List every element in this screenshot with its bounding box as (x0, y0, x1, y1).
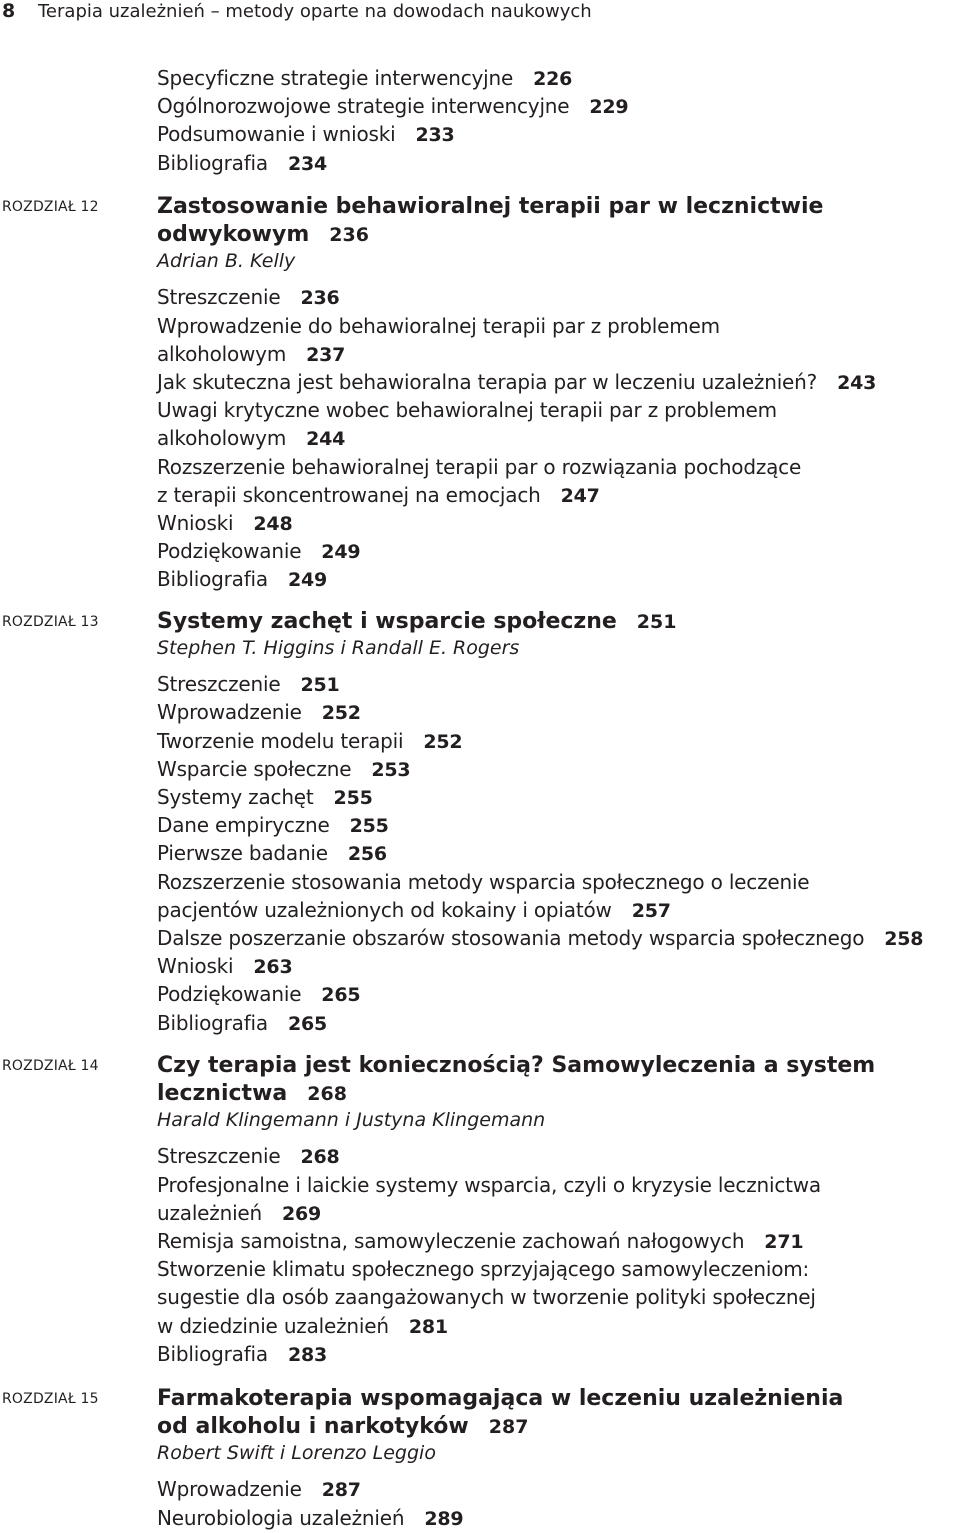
toc-entry-page: 283 (287, 1343, 328, 1366)
toc-entry-line (157, 92, 628, 121)
toc-entry-page: 289 (424, 1507, 464, 1530)
toc-entry-text: z terapii skoncentrowanej na emocjach (157, 482, 541, 507)
chapter-title (157, 1385, 843, 1413)
toc-entry-text: Streszczenie (157, 1144, 281, 1169)
toc-entry-text: Bibliografia (157, 1341, 268, 1366)
chapter-title (157, 221, 369, 249)
toc-entry-text: Podsumowanie i wnioski (157, 122, 396, 147)
toc-entry-text: Ogólnorozwojowe strategie interwencyjne (157, 94, 570, 119)
toc-entry-line (157, 839, 387, 868)
chapter-title-page: 251 (636, 611, 677, 633)
toc-entry-page: 263 (253, 956, 293, 979)
chapter-title-page: 268 (307, 1083, 347, 1106)
toc-entry-line (157, 698, 361, 727)
chapter-title-text: odwykowym (157, 222, 310, 248)
toc-entry-text: pacjentów uzależnionych od kokainy i opiatów (157, 897, 612, 922)
toc-entry-line (157, 312, 720, 340)
toc-entry-text: Wnioski (157, 511, 234, 535)
toc-entry-line (157, 811, 389, 840)
toc-entry-page: 255 (349, 815, 389, 838)
toc-entry-text: Systemy zachęt (157, 785, 314, 809)
toc-entry-text: Bibliografia (157, 1010, 268, 1035)
chapter-title-text: Zastosowanie behawioralnej terapii par w lecznictwie (157, 194, 824, 219)
toc-entry-line (157, 64, 572, 93)
toc-entry-text: Podziękowanie (157, 539, 302, 564)
toc-entry-line (157, 980, 360, 1009)
toc-entry-page: 258 (884, 928, 924, 950)
toc-entry-text: w dziedzinie uzależnień (157, 1313, 389, 1338)
toc-entry-text: Rozszerzenie stosowania metody wsparcia społecznego o leczenie (157, 869, 810, 894)
chapter-title-text: Czy terapia jest koniecznością? Samowyleczenia a system (157, 1053, 876, 1078)
toc-entry-line (157, 120, 455, 149)
toc-entry-text: Wprowadzenie (157, 1477, 302, 1502)
toc-entry-page: 229 (589, 96, 629, 119)
toc-entry-line (157, 396, 777, 424)
toc-entry-line (157, 1227, 803, 1256)
toc-entry-line (157, 868, 809, 896)
chapter-title (157, 1080, 347, 1108)
chapter-title-text: lecznictwa (157, 1081, 288, 1107)
toc-entry-page: 265 (287, 1012, 328, 1035)
toc-entry-line (157, 924, 923, 953)
toc-entry-page: 253 (371, 758, 411, 781)
toc-entry-page: 226 (533, 68, 573, 90)
toc-entry-text: Rozszerzenie behawioralnej terapii par o rozwiązania pochodzące (157, 454, 802, 479)
toc-entry-text: Streszczenie (157, 285, 281, 310)
toc-entry-page: 256 (347, 843, 387, 866)
toc-entry-text: alkoholowym (157, 341, 287, 366)
toc-entry-line (157, 537, 360, 566)
toc-entry-line (157, 1199, 321, 1228)
toc-entry-line (157, 565, 327, 594)
toc-entry-page: 287 (321, 1479, 361, 1502)
toc-entry-line (157, 509, 292, 538)
chapter-title (157, 1413, 528, 1441)
toc-entry-page: 249 (321, 541, 361, 564)
chapter-author: Harald Klingemann i Justyna Klingemann (157, 1109, 546, 1132)
toc-entry-text: Wprowadzenie do behawioralnej terapii par z problemem (157, 313, 720, 338)
chapter-label: ROZDZIAŁ 15 (2, 1391, 99, 1407)
toc-entry-page: 248 (253, 513, 293, 535)
chapter-title-text: Farmakoterapia wspomagająca w leczeniu uzależnienia (157, 1386, 844, 1411)
toc-entry-text: Uwagi krytyczne wobec behawioralnej terapii par z problemem (157, 398, 777, 423)
page-header (0, 0, 592, 26)
toc-entry-line (157, 481, 600, 510)
toc-entry-page: 252 (321, 702, 361, 725)
chapter-title (157, 1052, 875, 1080)
toc-entry-line (157, 896, 671, 925)
toc-entry-line (157, 1255, 809, 1283)
toc-entry-line (157, 149, 327, 178)
chapter-label: ROZDZIAŁ 13 (2, 614, 99, 630)
toc-entry-line (157, 1009, 327, 1038)
toc-entry-text: sugestie dla osób zaangażowanych w tworzenie polityki społecznej (157, 1285, 816, 1310)
chapter-author: Adrian B. Kelly (157, 250, 296, 273)
toc-entry-text: uzależnień (157, 1200, 263, 1225)
toc-entry-page: 237 (306, 343, 346, 366)
toc-entry-page: 252 (423, 730, 463, 753)
toc-entry-page: 234 (287, 152, 328, 175)
toc-entry-line (157, 283, 340, 312)
toc-entry-page: 281 (408, 1315, 448, 1338)
toc-entry-line (157, 783, 373, 812)
page-number: 8 (2, 0, 16, 22)
toc-entry-page: 251 (300, 674, 340, 697)
toc-entry-page: 247 (560, 484, 600, 507)
toc-entry-text: Specyficzne strategie interwencyjne (157, 66, 514, 90)
toc-entry-text: Neurobiologia uzależnień (157, 1505, 405, 1530)
toc-entry-page: 265 (321, 984, 361, 1007)
toc-entry-text: Podziękowanie (157, 982, 302, 1007)
toc-entry-page: 257 (631, 899, 671, 922)
toc-entry-text: Streszczenie (157, 672, 281, 697)
toc-entry-line (157, 1283, 816, 1311)
chapter-author: Stephen T. Higgins i Randall E. Rogers (157, 637, 520, 660)
chapter-title-page: 287 (488, 1416, 529, 1439)
toc-entry-text: Bibliografia (157, 150, 268, 175)
chapter-title-page: 236 (329, 224, 369, 247)
toc-entry-line (157, 1475, 361, 1504)
toc-entry-line (157, 1171, 821, 1199)
toc-entry-text: Wprowadzenie (157, 700, 302, 725)
toc-entry-text: Bibliografia (157, 567, 268, 592)
toc-entry-page: 243 (837, 372, 877, 394)
running-title: Terapia uzależnień – metody oparte na dowodach naukowych (38, 1, 592, 22)
toc-entry-text: Wsparcie społeczne (157, 756, 352, 781)
toc-entry-line (157, 952, 292, 981)
chapter-label: ROZDZIAŁ 12 (2, 199, 99, 215)
toc-entry-line (157, 340, 345, 369)
toc-entry-line (157, 1312, 448, 1341)
toc-entry-line (157, 1340, 327, 1369)
toc-entry-page: 244 (306, 428, 346, 451)
toc-entry-text: Dalsze poszerzanie obszarów stosowania metody wsparcia społecznego (157, 926, 865, 950)
toc-entry-text: Stworzenie klimatu społecznego sprzyjającego samowyleczeniom: (157, 1257, 810, 1282)
chapter-label: ROZDZIAŁ 14 (2, 1058, 99, 1074)
toc-entry-line (157, 755, 410, 784)
toc-entry-line (157, 453, 801, 481)
toc-entry-page: 236 (300, 287, 340, 310)
toc-entry-page: 255 (333, 787, 373, 809)
toc-entry-text: Jak skuteczna jest behawioralna terapia par w leczeniu uzależnień? (157, 370, 818, 394)
chapter-title-text: od alkoholu i narkotyków (157, 1414, 469, 1440)
toc-entry-text: alkoholowym (157, 426, 287, 451)
chapter-title (157, 608, 676, 636)
toc-entry-page: 233 (415, 124, 455, 147)
toc-entry-text: Dane empiryczne (157, 813, 330, 838)
toc-entry-text: Wnioski (157, 954, 234, 979)
toc-entry-text: Tworzenie modelu terapii (157, 728, 404, 753)
toc-entry-page: 271 (764, 1231, 804, 1253)
toc-entry-page: 269 (282, 1202, 322, 1225)
toc-entry-line (157, 670, 340, 699)
chapter-title-text: Systemy zachęt i wsparcie społeczne (157, 609, 617, 634)
toc-entry-page: 268 (300, 1146, 340, 1169)
toc-entry-line (157, 727, 462, 756)
chapter-author: Robert Swift i Lorenzo Leggio (157, 1442, 436, 1465)
toc-entry-line (157, 1142, 340, 1171)
toc-entry-line (157, 1504, 463, 1533)
toc-entry-line (157, 424, 345, 453)
toc-entry-page: 249 (287, 569, 328, 592)
toc-entry-text: Remisja samoistna, samowyleczenie zachowań nałogowych (157, 1229, 745, 1253)
toc-entry-text: Pierwsze badanie (157, 841, 328, 866)
chapter-title (157, 193, 823, 221)
toc-entry-line (157, 368, 876, 397)
toc-entry-text: Profesjonalne i laickie systemy wsparcia, czyli o kryzysie lecznictwa (157, 1172, 821, 1197)
